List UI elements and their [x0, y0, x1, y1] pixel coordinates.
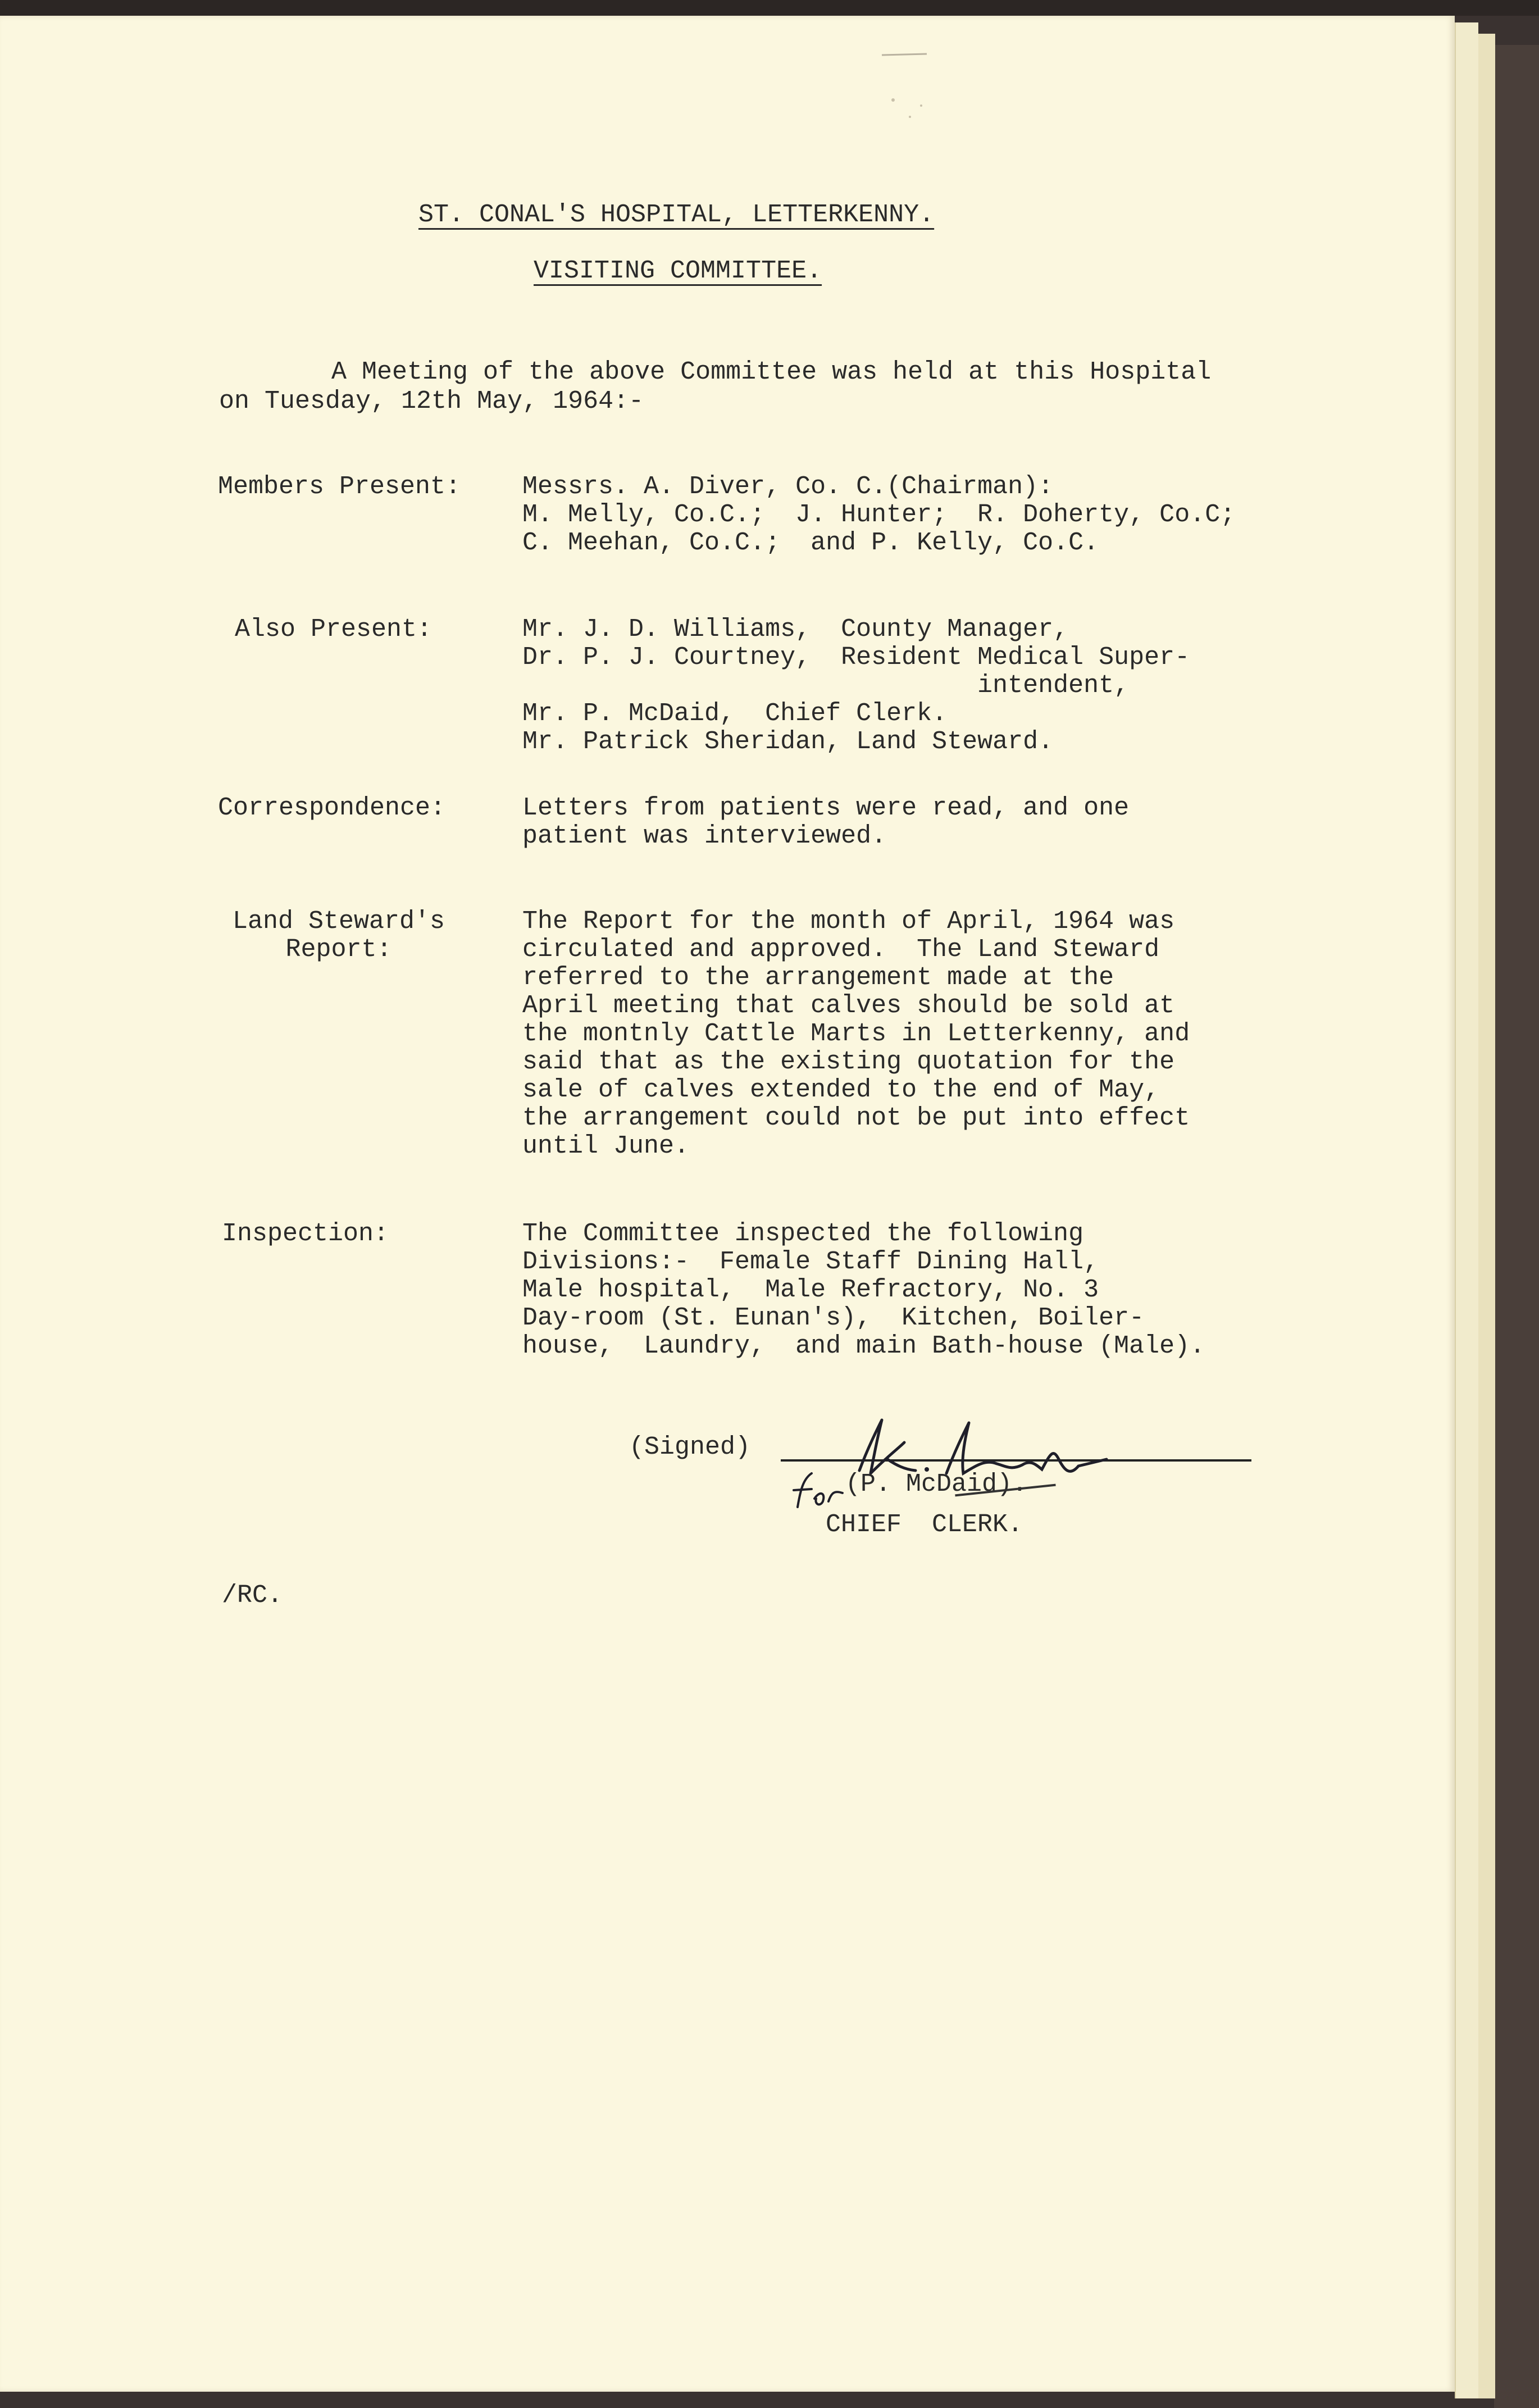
- page-edge: [1455, 22, 1478, 2398]
- document-subtitle: VISITING COMMITTEE.: [534, 257, 822, 285]
- correspondence-label: Correspondence:: [218, 794, 446, 822]
- signed-label: (Signed): [629, 1433, 751, 1462]
- inspection-label: Inspection:: [222, 1219, 389, 1248]
- members-line: C. Meehan, Co.C.; and P. Kelly, Co.C.: [522, 529, 1099, 557]
- also-present-line: Mr. P. McDaid, Chief Clerk.: [522, 699, 948, 728]
- paper-marks: [859, 49, 972, 139]
- land-steward-label: Land Steward's: [232, 907, 445, 936]
- inspection-line: The Committee inspected the following: [522, 1219, 1084, 1248]
- intro-line: A Meeting of the above Committee was held at this Hospital: [331, 358, 1212, 386]
- correspondence-line: patient was interviewed.: [522, 822, 887, 850]
- inspection-line: Divisions:- Female Staff Dining Hall,: [522, 1248, 1099, 1276]
- land-steward-line: circulated and approved. The Land Steward: [522, 935, 1160, 964]
- land-steward-line: The Report for the month of April, 1964 was: [522, 907, 1175, 936]
- also-present-label: Also Present:: [235, 615, 432, 644]
- also-present-line: Mr. Patrick Sheridan, Land Steward.: [522, 727, 1054, 756]
- land-steward-line: sale of calves extended to the end of May,: [522, 1076, 1160, 1104]
- correspondence-line: Letters from patients were read, and one: [522, 794, 1130, 822]
- inspection-line: Day-room (St. Eunan's), Kitchen, Boiler-: [522, 1304, 1145, 1332]
- members-line: Messrs. A. Diver, Co. C.(Chairman):: [522, 472, 1054, 501]
- inspection-line: house, Laundry, and main Bath-house (Male).: [522, 1332, 1205, 1360]
- land-steward-line: until June.: [522, 1132, 690, 1160]
- document-title: ST. CONAL'S HOSPITAL, LETTERKENNY.: [418, 201, 935, 229]
- for-mark: [789, 1468, 851, 1513]
- members-label: Members Present:: [218, 472, 461, 501]
- page-edge: [1477, 34, 1495, 2398]
- signatory-role: CHIEF CLERK.: [826, 1510, 1023, 1539]
- also-present-line: intendent,: [522, 671, 1130, 700]
- top-edge: [0, 0, 1539, 16]
- also-present-line: Mr. J. D. Williams, County Manager,: [522, 615, 1069, 644]
- intro-line: on Tuesday, 12th May, 1964:-: [219, 387, 644, 416]
- land-steward-label: Report:: [285, 935, 392, 964]
- land-steward-line: referred to the arrangement made at the: [522, 963, 1114, 992]
- land-steward-line: the arrangement could not be put into effect: [522, 1104, 1190, 1132]
- inspection-line: Male hospital, Male Refractory, No. 3: [522, 1276, 1099, 1304]
- land-steward-line: April meeting that calves should be sold at: [522, 991, 1175, 1020]
- members-line: M. Melly, Co.C.; J. Hunter; R. Doherty, Co.C;: [522, 500, 1236, 529]
- reference-code: /RC.: [222, 1581, 283, 1610]
- land-steward-line: the montnly Cattle Marts in Letterkenny, and: [522, 1019, 1190, 1048]
- document-page: [0, 16, 1455, 2392]
- signatory-name: (P. McDaid).: [845, 1470, 1028, 1499]
- land-steward-line: said that as the existing quotation for the: [522, 1048, 1175, 1076]
- also-present-line: Dr. P. J. Courtney, Resident Medical Super-: [522, 643, 1190, 672]
- book-spine: [1494, 45, 1539, 2408]
